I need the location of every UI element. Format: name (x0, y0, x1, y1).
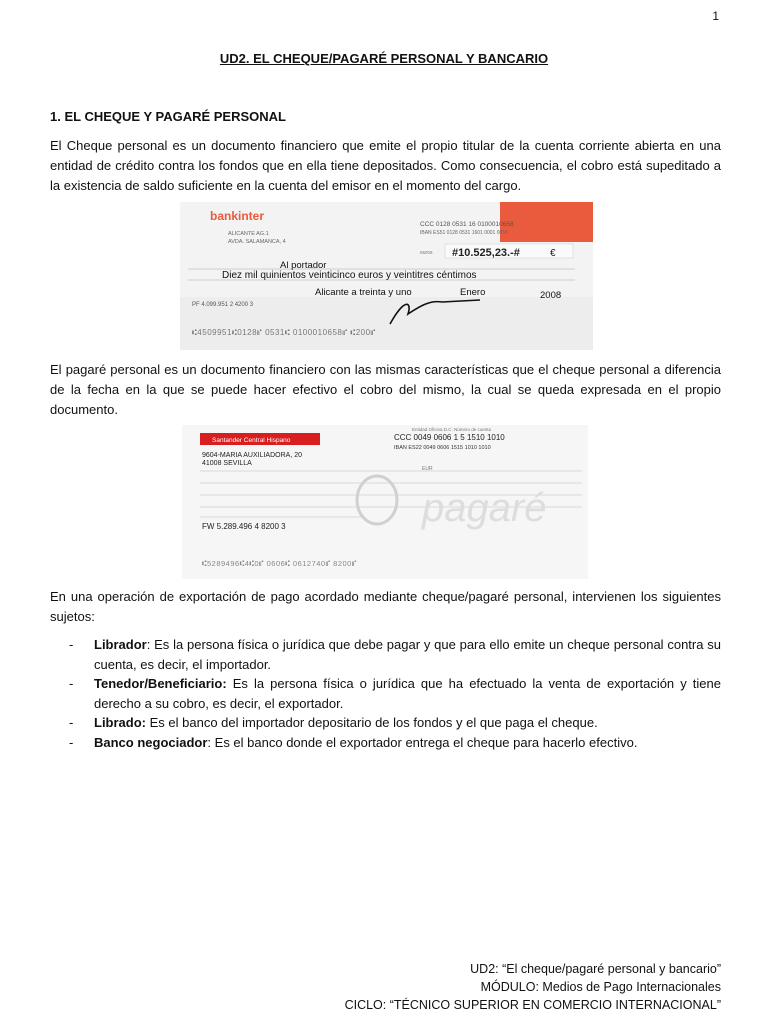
pagare-code-row: FW 5.289.496 4 8200 3 (202, 522, 286, 531)
cheque-ccc: CCC 0128 0531 16 0100010658 (420, 221, 514, 228)
subject-term: Librador (94, 637, 147, 652)
list-item: - Librador: Es la persona física o jurídica que debe pagar y que para ello emite un cheque personal contra su cuenta, es decir, el importador. (69, 637, 721, 672)
footer-unit: UD2: “El cheque/pagaré personal y bancario” (470, 962, 721, 976)
subjects-list (50, 635, 721, 752)
subject-text: Es la persona física o jurídica que ha efectuado la venta de exportación y tiene derecho a su cobro, es decir, el exportador. (94, 676, 721, 711)
cheque-amount: #10.525,23.-# (452, 247, 520, 259)
cheque-iban: IBAN ES51 0128 0531 1601 0001 0658 (420, 230, 508, 236)
cheque-address-2: AVDA. SALAMANCA, 4 (228, 239, 286, 245)
subject-text: Es el banco del importador depositario de los fondos y el que paga el cheque. (146, 715, 598, 730)
subject-term: Librado: (94, 715, 146, 730)
pagare-bank-logo: Santander Central Hispano (212, 437, 291, 444)
svg-text:€: € (550, 248, 556, 259)
pagare-header-labels: Entidad Oficina D.C. Número de cuenta (412, 427, 492, 432)
document-title: UD2. EL CHEQUE/PAGARÉ PERSONAL Y BANCARIO (219, 51, 549, 66)
subject-term: Banco negociador (94, 734, 208, 750)
section-heading: 1. EL CHEQUE Y PAGARÉ PERSONAL (50, 109, 286, 124)
page-number: 1 (712, 9, 719, 23)
cheque-place-date: Alicante a treinta y uno (315, 287, 412, 298)
cheque-month: Enero (460, 287, 486, 298)
page-footer (345, 960, 721, 1014)
list-item: - Banco negociador: Es el banco donde el exportador entrega el cheque para hacerlo efectivo. (69, 734, 638, 750)
cheque-address-1: ALICANTE AG.1 (228, 231, 269, 237)
list-item: - Librado: Es el banco del importador depositario de los fondos y el que paga el cheque. (69, 715, 598, 730)
subject-text: : Es la persona física o jurídica que debe pagar y que para ello emite un cheque personal contra su cuenta, es decir, el importador. (94, 637, 721, 672)
paragraph-subjects-intro: En una operación de exportación de pago acordado mediante cheque/pagaré personal, intervienen los siguientes sujetos: (50, 589, 721, 624)
cheque-bank-logo: bankinter (210, 209, 265, 223)
cheque-year: 2008 (540, 290, 562, 301)
pagare-eur-label: EUR (422, 466, 433, 472)
footer-module: MÓDULO: Medios de Pago Internacionales (480, 980, 721, 994)
cheque-amount-words: Diez mil quinientos veinticinco euros y veintitres céntimos (222, 270, 477, 281)
paragraph-cheque-definition: El Cheque personal es un documento financiero que emite el propio titular de la cuenta corriente abierta en una entidad de crédito contra los fondos que en ella tiene depositados. Como consecuencia, el cobro está supeditado a la existencia de saldo suficiente en la cuenta del emisor en el momento del cargo. (50, 138, 721, 193)
pagare-ccc: CCC 0049 0606 1 5 1510 1010 (394, 433, 505, 442)
cheque-image (180, 202, 593, 350)
pagare-image (182, 425, 588, 579)
pagare-address-1: 9604-MARIA AUXILIADORA, 20 (202, 452, 302, 459)
pagare-iban: IBAN ES22 0049 0606 1515 1010 1010 (394, 445, 491, 451)
paragraph-pagare-definition: El pagaré personal es un documento financiero con las mismas características que el cheque personal a diferencia de la fecha en la que se puede hacer efectivo el cobro del mismo, la cual se queda expresada en el propio documento. (50, 362, 721, 417)
footer-cycle: CICLO: “TÉCNICO SUPERIOR EN COMERCIO INTERNACIONAL” (344, 998, 721, 1012)
pagare-address-2: 41008 SEVILLA (202, 460, 252, 467)
subject-text: : Es el banco donde el exportador entrega el cheque para hacerlo efectivo. (207, 734, 638, 750)
cheque-payee: Al portador (280, 260, 327, 271)
subject-term: Tenedor/Beneficiario: (94, 676, 227, 691)
cheque-code-row: PF 4.099.951 2 4200 3 (192, 302, 254, 308)
pagare-micr: ⑆5289496⑆4⑆0⑈ 0606⑆ 0612740⑈ 8200⑈ (202, 559, 357, 568)
list-item: - Tenedor/Beneficiario: Es la persona física o jurídica que ha efectuado la venta de exportación y tiene derecho a su cobro, es decir, el exportador. (69, 676, 721, 711)
cheque-orange-band (500, 202, 593, 242)
cheque-micr: ⑆4509951⑆0128⑈ 0531⑆ 0100010658⑈ ⑆200⑈ (192, 328, 376, 337)
pagare-watermark: pagaré (422, 486, 547, 530)
cheque-euro-label: euros (420, 250, 433, 256)
